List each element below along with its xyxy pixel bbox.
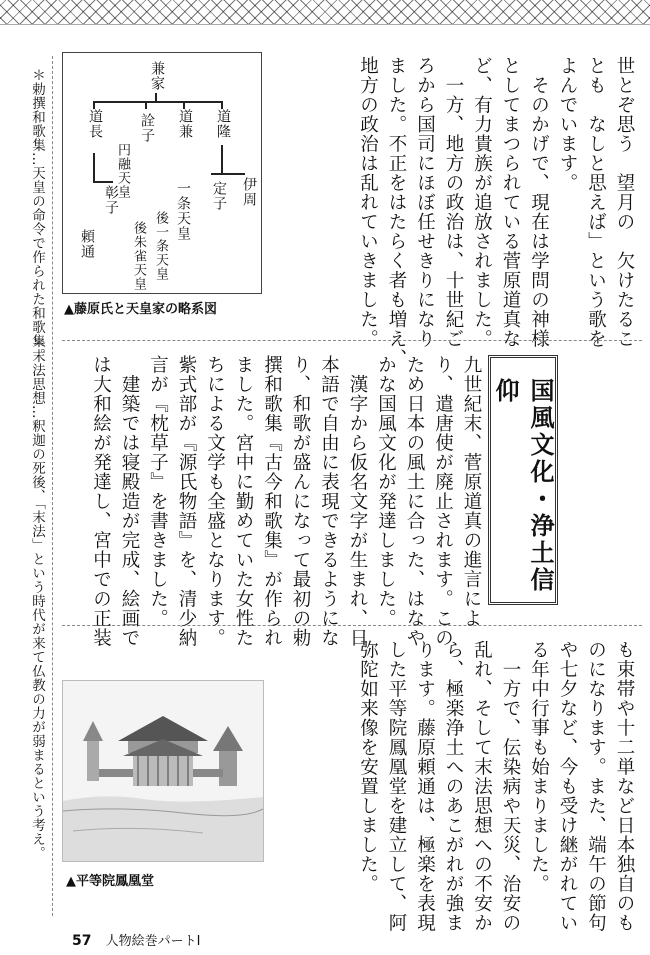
text-column: ります。藤原頼通は、極楽を表現: [414, 640, 436, 933]
bottom-body-text: [353, 640, 638, 933]
family-tree-diagram: [62, 52, 262, 294]
text-column: ちによる文学も全盛となります。: [204, 355, 226, 648]
text-column: ど、有力貴族が追放されました。: [471, 56, 493, 349]
section-title-box: [488, 355, 558, 605]
section-divider: [62, 340, 642, 341]
tree-node-senshi: 詮子: [139, 113, 155, 143]
text-column: かな国風文化が発達しました。: [375, 355, 397, 628]
text-column: 建築では寝殿造が完成、絵画で: [119, 355, 140, 648]
tree-node-kaneie: 兼家: [149, 61, 165, 91]
text-column: ました。宮中に勤めていた女性た: [233, 355, 254, 648]
tree-node-michitaka: 道隆: [215, 109, 231, 139]
tree-node-teishi: 定子: [211, 181, 227, 211]
text-column: としてまつられている菅原道真な: [500, 56, 521, 349]
middle-body-text: [86, 355, 485, 648]
notes-divider: [52, 56, 53, 916]
tree-node-ichijo: 一条天皇: [175, 181, 191, 241]
text-column: 言が『枕草子』を書きました。: [147, 355, 169, 628]
text-column: 乱れ、そして末法思想への不安か: [471, 640, 493, 933]
text-column: 一方で、伝染病や天災、治安の: [500, 640, 521, 933]
tree-node-korechika: 伊周: [241, 177, 257, 207]
text-column: 一方、地方の政治は、十世紀ご: [443, 56, 464, 349]
tree-node-shoshi: 彰子: [103, 185, 119, 215]
text-column: よんでいます。: [557, 56, 578, 193]
tree-node-goichijo: 後一条天皇: [153, 211, 168, 281]
tree-node-enyu: 円融天皇: [115, 143, 130, 199]
text-column: 弥陀如来像を安置しました。: [357, 640, 379, 894]
text-column: り、和歌が盛んになって最初の勅: [290, 355, 311, 648]
tree-node-yorimichi: 頼通: [79, 229, 95, 259]
book-title: 人物絵巻パートⅠ: [105, 934, 201, 949]
text-column: や七夕など、今も受け継がれてい: [557, 640, 578, 933]
temple-caption: ▲平等院鳳凰堂: [66, 874, 154, 889]
tree-node-gosuzaku: 後朱雀天皇: [131, 221, 146, 291]
text-column: も束帯や十二単など日本独自のも: [614, 640, 635, 933]
text-column: 世とぞ思う 望月の 欠けたるこ: [614, 56, 635, 349]
footnote-kanshuu: ＊勅撰和歌集…天皇の命令で作られた和歌集。: [29, 68, 45, 362]
text-column: ら、極楽浄土へのあこがれが強ま: [443, 640, 464, 933]
text-column: 地方の政治は乱れていきました。: [357, 56, 379, 349]
text-column: は大和絵が発達し、宮中での正装: [90, 355, 112, 648]
text-column: ため日本の風土に合った、はなや: [404, 355, 425, 648]
text-column: 本語で自由に表現できるようにな: [318, 355, 340, 648]
decorative-border: [0, 0, 650, 25]
text-column: 漢字から仮名文字が生まれ、日: [347, 355, 368, 648]
family-tree-caption: ▲藤原氏と天皇家の略系図: [64, 302, 217, 317]
text-column: とも なしと思えば」という歌を: [585, 56, 607, 349]
text-column: り、遣唐使が廃止されます。この: [432, 355, 454, 648]
text-column: る年中行事も始まりました。: [528, 640, 550, 894]
text-column: ろから国司にほぼ任せきりになり: [414, 56, 436, 349]
tree-node-michikane: 道兼: [177, 109, 193, 139]
text-column: ました。不正をはたらく者も増え、: [386, 56, 407, 368]
text-column: のになります。また、端午の節句: [585, 640, 607, 933]
footnote-mappou: ＊末法思想…釈迦の死後、「末法」という時代が来て仏教の力が弱まるという考え。: [29, 335, 45, 861]
text-column: そのかげで、現在は学問の神様: [528, 56, 550, 349]
page-footer: [72, 930, 200, 949]
page-number: 57: [72, 933, 92, 949]
text-column: 撰和歌集『古今和歌集』が作られ: [261, 355, 283, 648]
text-column: 紫式部が『源氏物語』を、清少納: [176, 355, 197, 648]
top-body-text: [353, 56, 638, 368]
section-title: 国風文化・浄土信仰: [491, 378, 554, 594]
tree-node-michinaga: 道長: [87, 109, 103, 139]
text-column: 九世紀末、菅原道真の進言によ: [461, 355, 482, 628]
text-column: した平等院鳳凰堂を建立して、阿: [386, 640, 407, 933]
byodoin-illustration: [62, 680, 264, 862]
